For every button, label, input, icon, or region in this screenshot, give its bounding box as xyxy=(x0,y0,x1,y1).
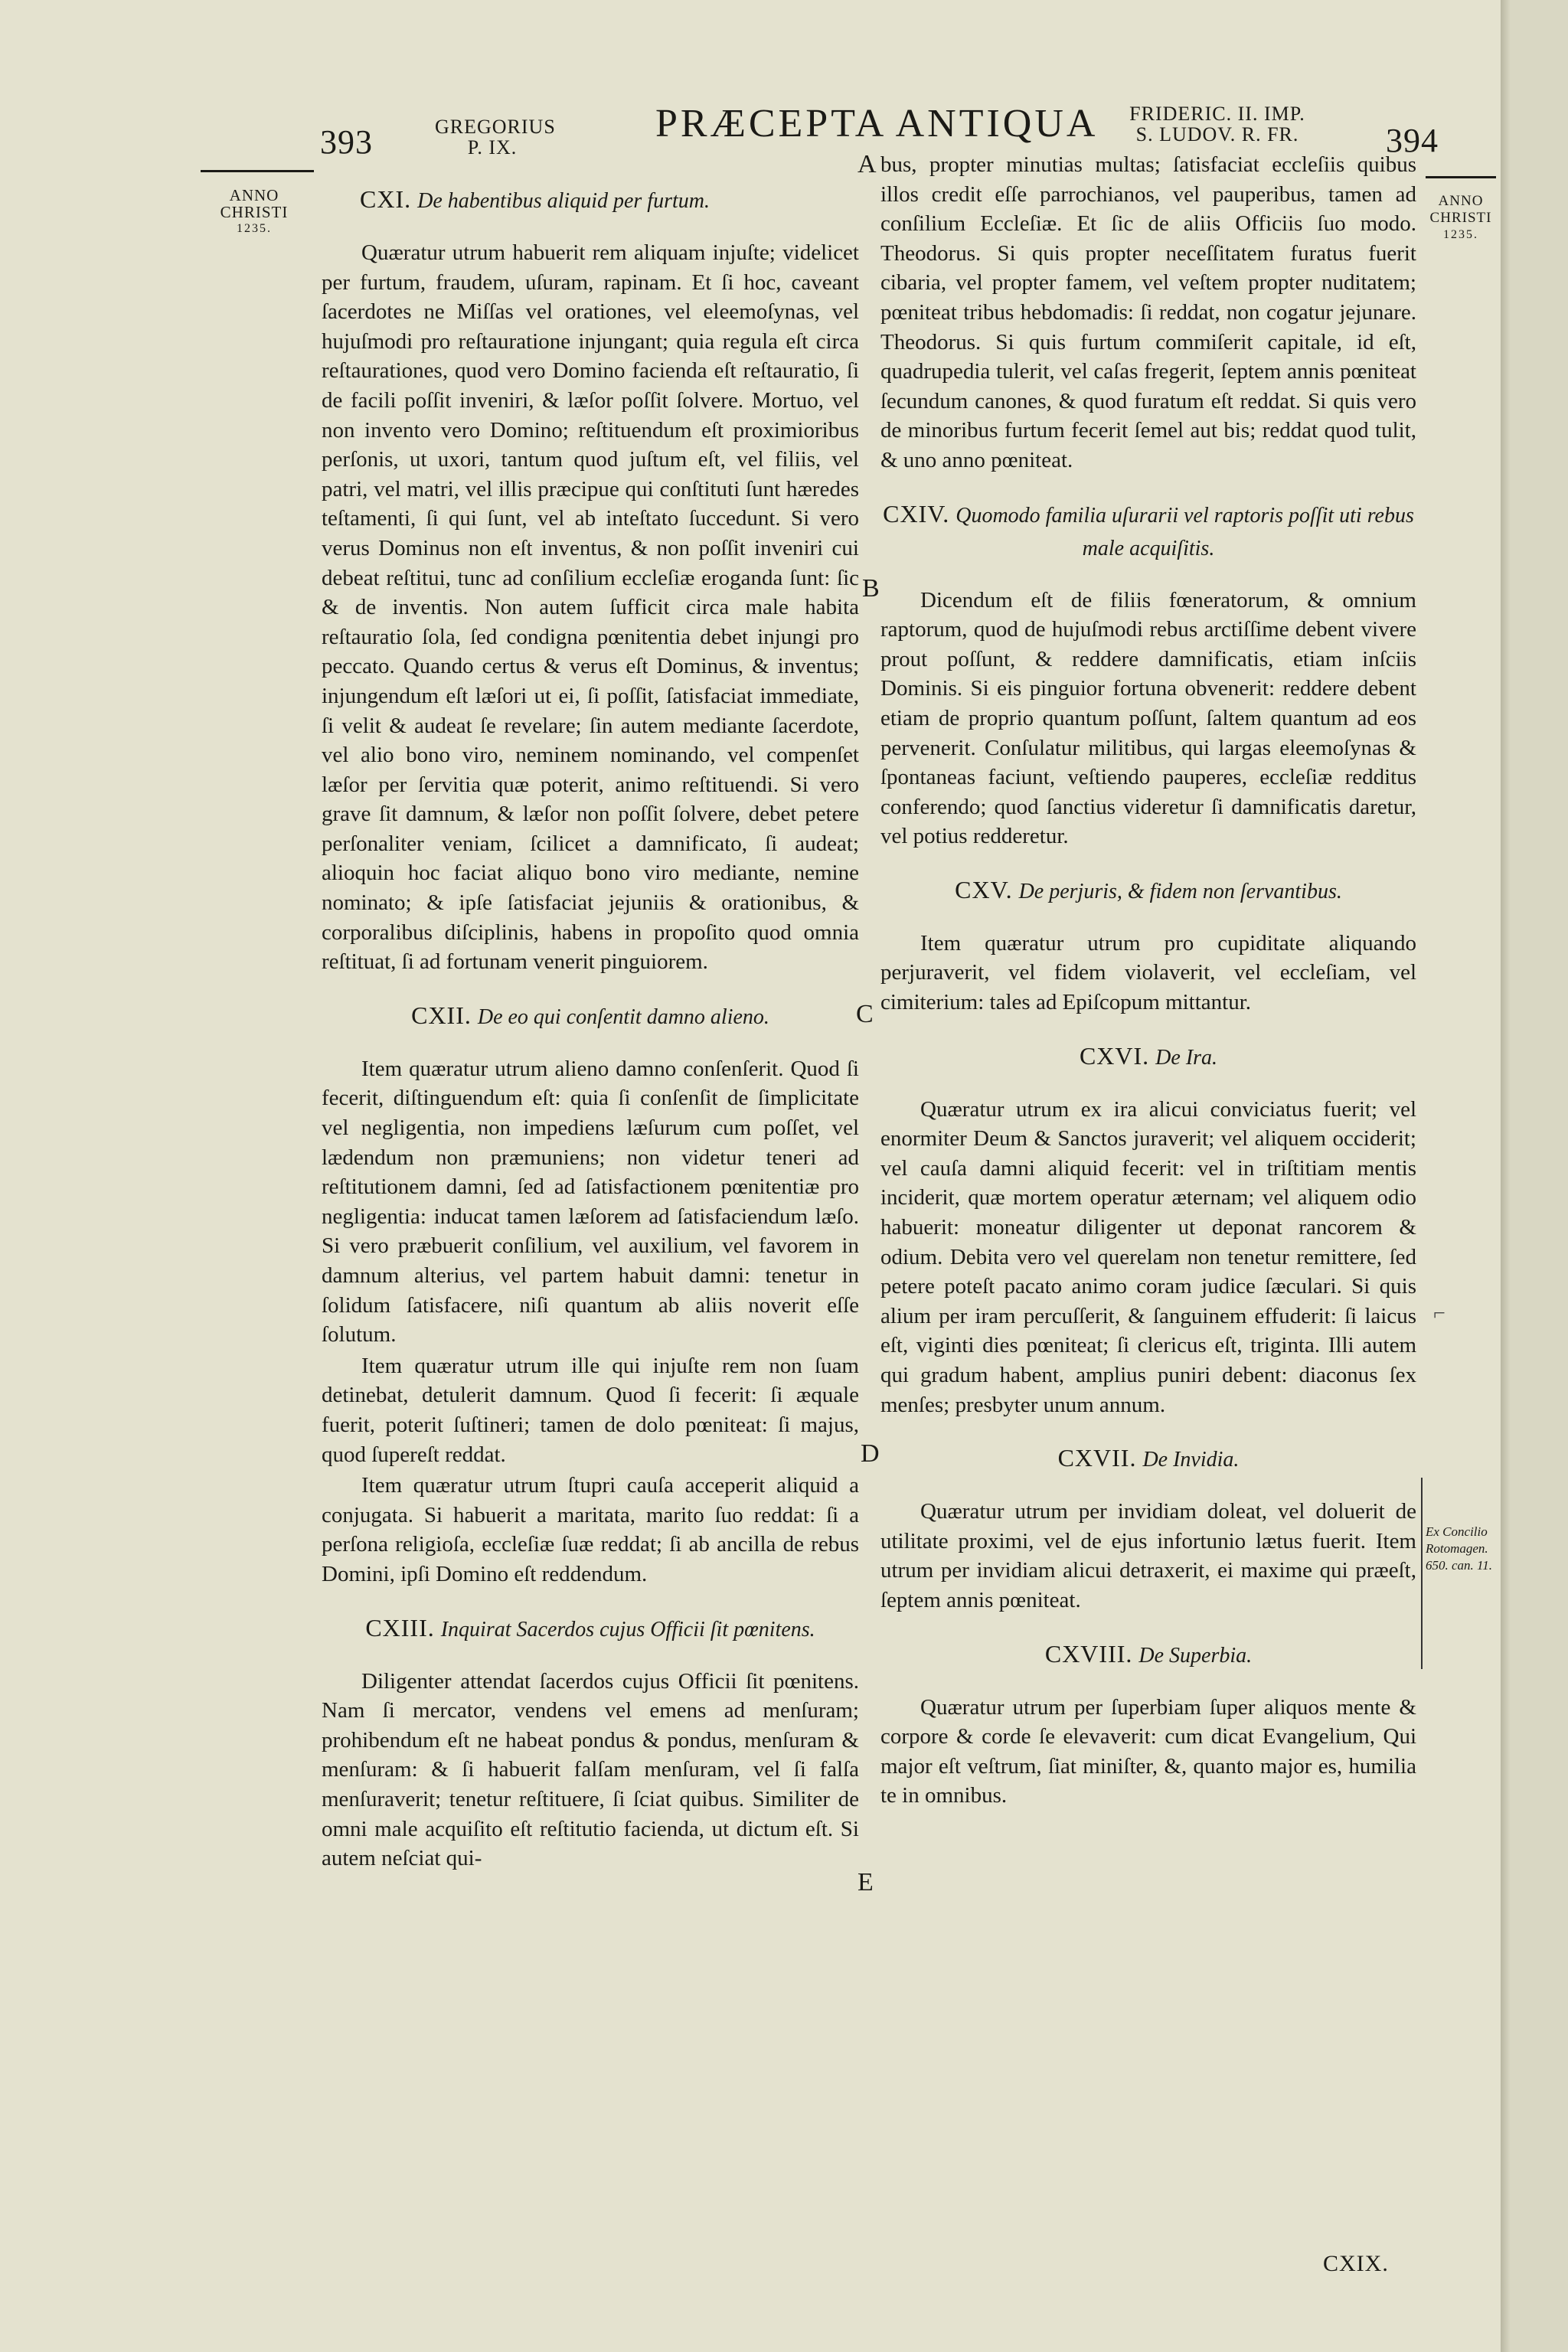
section-heading-117: CXVII. De Invidia. xyxy=(1057,1444,1240,1472)
paragraph: Quæratur utrum per invidiam doleat, vel doluerit de utilitate proximi, vel de ejus infortunio lætus fuerit. Item utrum per invidiam alicui detraxerit, ei maxime qui præeſt, ſeptem annis pœniteat. xyxy=(880,1499,1416,1612)
section-letter-a: A xyxy=(858,150,877,178)
paragraph: Item quæratur utrum alieno damno conſenſerit. Quod ſi fecerit, diſtinguendum eſt: quia ſi conſenſit de ſimplicitate vel negligentia, non impediens læſurum cum poſſet, vel lædendum non præmuniens; non videtur teneri ad reſtitutionem damni, ſed ad ſatisfactionem pœnitentiæ pro negligentia: inducat tamen læſorem ad ſatisfaciendum læſo. Si vero præbuerit conſilium, vel auxilium, vel favorem in damnum alterius, vel partem habuit damni: tenetur in ſolidum ſatisfacere, niſi quantum ab aliis noverit eſſe ſolutum. xyxy=(322,1056,859,1348)
paragraph: Quæratur utrum ex ira alicui conviciatus fuerit; vel enormiter Deum & Sanctos juraverit; vel aliquem occiderit; vel cauſa damni aliquid fecerit: vel in triſtitiam mentis inciderit, quæ mortem operatur æternam; vel aliquem odio habuerit: moneatur diligenter ut deponat rancorem & odium. Debita vero vel querelam non tenetur remittere, ſed petere poteſt pacato animo coram judice ſæculari. Si quis alium per iram percuſſerit, & ſanguinem effuderit: ſi laicus eſt, viginti dies pœniteat; ſi clericus eſt, triginta. Illi autem qui gradum habent, amplius puniri debent: diaconus ſex menſes; presbyter unum annum. xyxy=(880,1096,1416,1417)
adjacent-page-edge xyxy=(1510,0,1568,2352)
section-heading-113: CXIII. Inquirat Sacerdos cujus Officii ſit pœnitens. xyxy=(365,1613,815,1642)
left-column xyxy=(322,184,859,1875)
right-column xyxy=(880,150,1416,1812)
paragraph: Quæratur utrum habuerit rem aliquam injuſte; videlicet per furtum, fraudem, uſuram, rapinam. Et ſi hoc, caveant ſacerdotes ne Miſſas vel orationes, vel eleemoſynas, vel hujuſmodi pro reſtauratione injungant; quia regula eſt circa reſtaurationes, quod vero Domino facienda eſt reſtauratio, ſi de facili poſſit inveniri, & læſor poſſit ſolvere. Mortuo, vel non invento vero Domino; reſtituendum eſt proximioribus perſonis, ut uxori, tantum quod juſtum eſt, vel filiis, vel patri, vel matri, vel illis præcipue qui conſtituti ſunt hæredes teſtamenti, ſi qui ſunt, vel ab inteſtato ſuccedunt. Si vero verus Dominus non eſt inventus, & non poſſit inveniri cui debeat reſtitui, tunc ad conſilium eccleſiæ eroganda ſunt: ſic & de inventis. Non autem ſufficit circa male habita reſtauratio ſola, ſed condigna pœnitentia debet injungi pro peccato. Quando certus & verus eſt Dominus, & inventus; injungendum eſt læſori ut ei, ſi poſſit, ſatisfaciat immediate, ſi velit & audeat ſe revelare; ſin autem mediante ſacerdote, vel alio bono viro, neminem nominando, vel compenſet læſor per ſervitia quæ poterit, animo reſtituendi. Si vero grave ſit damnum, & læſor non poſſit ſolvere, debet petere perſonaliter veniam, ſcilicet a damnificato, ſi audeat; alioquin hoc faciat aliquo bono viro mediante, nemine nominato; & ipſe ſatisfaciat jejuniis & orationibus, & corporalibus diſciplinis, habens in propoſito quod omnia reſtituat, ſi ad fortunam venerit pinguiorem. xyxy=(322,240,859,975)
side-note-source: Ex Concilio Rotomagen. 650. can. 11. xyxy=(1426,1524,1493,1573)
paragraph: Dicendum eſt de filiis fœneratorum, & omnium raptorum, quod de hujuſmodi rebus arctiſſime debent vivere prout poſſunt, & reddere damnificatis, etiam inſciis Dominis. Si eis pinguior fortuna obvenerit: reddere debent etiam de proprio quantum poſſunt, ſaltem quantum ad eos pervenerit. Conſulatur militibus, qui largas eleemoſynas & ſpontaneas faciunt, veſtiendo pauperes, eccleſiæ redditus conferendo; quod ſanctius videretur ſi damnificatis daretur, vel potius redderetur. xyxy=(880,587,1416,849)
margin-date-left: ANNO CHRISTI 1235. xyxy=(220,186,289,235)
section-letter-c: C xyxy=(856,1000,874,1028)
section-heading-112: CXII. De eo qui conſentit damno alieno. xyxy=(411,1001,769,1029)
pencil-mark: ⌐ xyxy=(1433,1302,1446,1325)
paragraph: Quæratur utrum per ſuperbiam ſuper aliquos mente & corpore & corde ſe elevaverit: cum dicat Evangelium, Qui major eſt veſtrum, ſiat miniſter, &, quanto major es, humilia te in omnibus. xyxy=(880,1694,1416,1808)
paragraph: bus, propter minutias multas; ſatisfaciat eccleſiis quibus illos credit eſſe parrochianos, vel pauperibus, tamen ad conſilium Eccleſiæ. Et ſic de aliis Officiis ſuo modo. Theodorus. Si quis propter neceſſitatem furatus fuerit cibaria, vel propter famem, vel veſtem propter nuditatem; pœniteat tribus hebdomadis: ſi reddat, non cogatur jejunare. Theodorus. Si quis furtum commiſerit capitale, id eſt, quadrupedia tulerit, vel caſas fregerit, ſeptem annis pœniteat ſecundum canones, & quod furatum eſt reddat. Si quis vero de minoribus furtum fecerit ſemel aut bis; reddat quod tulit, & uno anno pœniteat. xyxy=(880,152,1416,472)
section-heading-116: CXVI. De Ira. xyxy=(1079,1041,1218,1070)
side-note-bracket xyxy=(1421,1478,1423,1669)
margin-rule-left xyxy=(201,170,314,172)
section-heading-114: CXIV. Quomodo familia uſurarii vel raptoris poſſit uti rebus male acquiſitis. xyxy=(883,499,1414,560)
book-gutter xyxy=(1501,0,1510,2352)
paragraph: Item quæratur utrum ille qui injuſte rem non ſuam detinebat, detulerit damnum. Quod ſi fecerit: ſi æquale fuerit, poterit ſuſtineri; tamen de dolo pœniteat: ſi majus, quod ſupereſt reddat. xyxy=(322,1353,859,1467)
page-number-left: 393 xyxy=(320,123,373,161)
section-letter-e: E xyxy=(858,1868,874,1896)
section-heading-115: CXV. De perjuris, & fidem non ſervantibus. xyxy=(955,875,1342,903)
running-head-title: PRÆCEPTA ANTIQUA xyxy=(655,102,1099,145)
running-head-rulers: FRIDERIC. II. IMP. S. LUDOV. R. FR. xyxy=(1129,103,1305,145)
paragraph: Item quæratur utrum ſtupri cauſa acceperit aliquid a conjugata. Si habuerit a maritata, marito ſuo reddat: ſi a perſona religioſa, eccleſiæ ſuæ reddat; ſi ab ancilla de rebus Domini, ipſi Domino eſt reddendum. xyxy=(322,1473,859,1586)
page-number-right: 394 xyxy=(1386,122,1439,159)
section-letter-d: D xyxy=(861,1439,880,1468)
catchword: CXIX. xyxy=(1323,2251,1389,2276)
margin-date-right: ANNO CHRISTI 1235. xyxy=(1429,193,1492,241)
section-heading-118: CXVIII. De Superbia. xyxy=(1044,1639,1253,1668)
section-heading-111: CXI. De habentibus aliquid per furtum. xyxy=(360,185,710,213)
running-head-pope: GREGORIUS P. IX. xyxy=(435,116,556,158)
section-letter-b: B xyxy=(862,574,880,603)
paragraph: Item quæratur utrum pro cupiditate aliquando perjuraverit, vel fidem violaverit, vel eccleſiam, vel cimiterium: tales ad Epiſcopum mittantur. xyxy=(880,930,1416,1015)
paragraph: Diligenter attendat ſacerdos cujus Officii ſit pœnitens. Nam ſi mercator, vendens vel emens ad menſuram; prohibendum eſt ne habeat pondus & pondus, menſuram & menſuram: & ſi habuerit falſam menſuram, vel ſi falſa menſuraverit; tenetur reſtituere, ſi ſciat quibus. Similiter de omni male acquiſito eſt reſtitutio facienda, ut dictum eſt. Si autem neſciat qui- xyxy=(322,1668,859,1871)
margin-rule-right xyxy=(1426,176,1496,178)
